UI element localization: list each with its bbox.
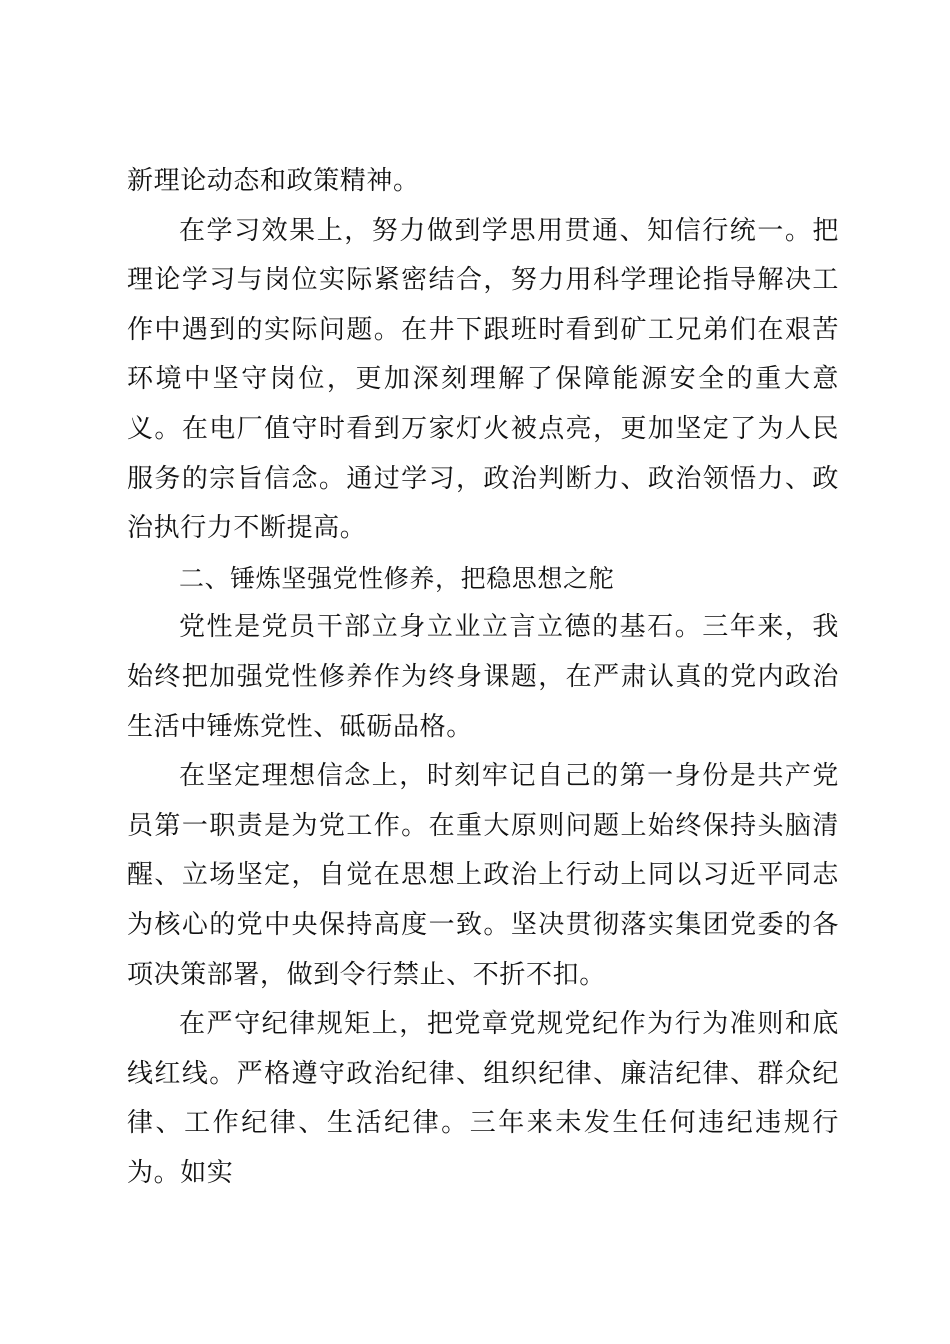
paragraph-ideals-beliefs: 在坚定理想信念上，时刻牢记自己的第一身份是共产党员第一职责是为党工作。在重大原则问题上始终保持头脑清醒、立场坚定，自觉在思想上政治上行动上同以习近平同志为核心的党中央保持高度一致。坚决贯彻落实集团党委的各项决策部署，做到令行禁止、不折不扣。: [127, 761, 839, 990]
paragraph-discipline-rules: 在严守纪律规矩上，把党章党规党纪作为行为准则和底线红线。严格遵守政治纪律、组织纪律、廉洁纪律、群众纪律、工作纪律、生活纪律。三年来未发生任何违纪违规行为。如实: [127, 1009, 839, 1188]
paragraph-learning-effect: 在学习效果上，努力做到学思用贯通、知信行统一。把理论学习与岗位实际紧密结合，努力用科学理论指导解决工作中遇到的实际问题。在井下跟班时看到矿工兄弟们在艰苦环境中坚守岗位，更加深刻理解了保障能源安全的重大意义。在电厂值守时看到万家灯火被点亮，更加坚定了为人民服务的宗旨信念。通过学习，政治判断力、政治领悟力、政治执行力不断提高。: [127, 215, 839, 544]
section-heading-two: 二、锤炼坚强党性修养，把稳思想之舵: [179, 563, 615, 593]
document-body: [127, 157, 839, 1198]
paragraph-party-spirit: 党性是党员干部立身立业立言立德的基石。三年来，我始终把加强党性修养作为终身课题，在严肃认真的党内政治生活中锤炼党性、砥砺品格。: [127, 612, 839, 742]
paragraph-continuation: 新理论动态和政策精神。: [127, 166, 420, 196]
